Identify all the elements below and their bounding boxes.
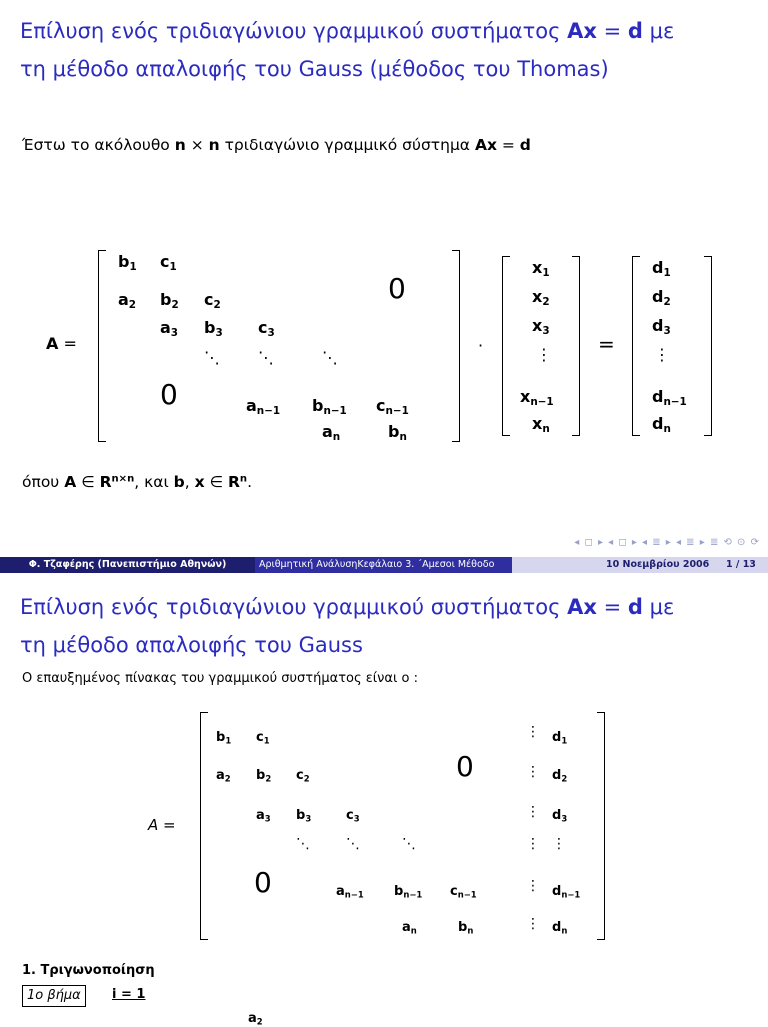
entry-a2: $a_2$ bbox=[118, 290, 137, 312]
d-vdots: ⋮ bbox=[654, 345, 670, 364]
entry-an-1: $a_{n-1}$ bbox=[246, 396, 281, 418]
entry-d3: $d_3$ bbox=[652, 316, 671, 338]
aug-sep-6: ⋮ bbox=[526, 916, 540, 932]
aug-sep-1: ⋮ bbox=[526, 724, 540, 740]
aug-b3: $b_3$ bbox=[296, 808, 312, 824]
diag-dots-2: ⋱ bbox=[258, 348, 274, 367]
aug-zero-lower: 0 bbox=[254, 866, 272, 899]
aug-diag-dots-3: ⋱ bbox=[402, 836, 416, 852]
footer-course: Αριθμητική ΑνάλυσηΚεφάλαιο 3. ΄Αμεσοι Μέθοδο bbox=[255, 557, 512, 573]
entry-xn-1: $x_{n-1}$ bbox=[520, 387, 554, 409]
entry-dn-1: $d_{n-1}$ bbox=[652, 387, 687, 409]
aug-sep-2: ⋮ bbox=[526, 764, 540, 780]
entry-an: $a_n$ bbox=[322, 422, 341, 444]
slide-2 bbox=[0, 574, 768, 1027]
aug-b2: $b_2$ bbox=[256, 768, 272, 784]
augmented-matrix-label: A = bbox=[148, 816, 176, 834]
entry-a3: $a_3$ bbox=[160, 318, 179, 340]
aug-an-1: $a_{n-1}$ bbox=[336, 884, 364, 900]
slide-2-title: Επίλυση ενός τριδιαγώνιου γραμμικού συστήματος Ax = d με τη μέθοδο απαλοιφής του Gauss bbox=[20, 595, 675, 657]
beamer-navigation-icons[interactable]: ◂ ◻ ▸ ◂ ◻ ▸ ◂ ≣ ▸ ◂ ≣ ▸ ≣ ⟲ ⊙ ⟳ bbox=[574, 537, 760, 548]
vector-d-right-bracket bbox=[704, 256, 712, 436]
slide-1-intro: Έστω το ακόλουθο n × n τριδιαγώνιο γραμμικό σύστημα Ax = d bbox=[22, 136, 531, 154]
entry-b1: $b_1$ bbox=[118, 252, 137, 274]
aug-c3: $c_3$ bbox=[346, 808, 360, 824]
aug-bn-1: $b_{n-1}$ bbox=[394, 884, 423, 900]
aug-d1: $d_1$ bbox=[552, 730, 568, 746]
footer-date: 10 Νοεμβρίου 2006 bbox=[606, 559, 710, 570]
vector-x-right-bracket bbox=[572, 256, 580, 436]
entry-bn: $b_n$ bbox=[388, 422, 407, 444]
step-index: i = 1 bbox=[112, 987, 146, 1002]
aug-sep-5: ⋮ bbox=[526, 878, 540, 894]
entry-x1: $x_1$ bbox=[532, 258, 550, 280]
entry-c1: $c_1$ bbox=[160, 252, 177, 274]
aug-bn: $b_n$ bbox=[458, 920, 474, 936]
slide-footer bbox=[0, 557, 768, 573]
step-heading: 1. Τριγωνοποίηση bbox=[22, 963, 155, 978]
aug-diag-dots-1: ⋱ bbox=[296, 836, 310, 852]
aug-dn-1: $d_{n-1}$ bbox=[552, 884, 581, 900]
aug-d2: $d_2$ bbox=[552, 768, 568, 784]
zero-lower: 0 bbox=[160, 378, 178, 411]
aug-zero-upper: 0 bbox=[456, 750, 474, 783]
aug-c2: $c_2$ bbox=[296, 768, 310, 784]
vector-d-left-bracket bbox=[632, 256, 640, 436]
entry-x3: $x_3$ bbox=[532, 316, 550, 338]
entry-b3: $b_3$ bbox=[204, 318, 223, 340]
product-dot: · bbox=[478, 336, 484, 355]
equals-sign: = bbox=[598, 332, 615, 356]
entry-b2: $b_2$ bbox=[160, 290, 179, 312]
aug-cn-1: $c_{n-1}$ bbox=[450, 884, 477, 900]
aug-d3: $d_3$ bbox=[552, 808, 568, 824]
aug-diag-dots-2: ⋱ bbox=[346, 836, 360, 852]
footer-page-number: 1 / 13 bbox=[726, 559, 756, 570]
zero-upper: 0 bbox=[388, 272, 406, 305]
matrix-label-A: A = bbox=[46, 334, 77, 353]
slide-2-intro: Ο επαυξημένος πίνακας του γραμμικού συστήματος είναι ο : bbox=[22, 671, 418, 686]
augmented-right-bracket bbox=[597, 712, 605, 940]
entry-c2: $c_2$ bbox=[204, 290, 221, 312]
vector-x-left-bracket bbox=[502, 256, 510, 436]
aug-a2: $a_2$ bbox=[216, 768, 231, 784]
aug-d-vdots: ⋮ bbox=[552, 836, 566, 852]
diag-dots-3: ⋱ bbox=[322, 348, 338, 367]
aug-c1: $c_1$ bbox=[256, 730, 270, 746]
entry-c3: $c_3$ bbox=[258, 318, 275, 340]
entry-d2: $d_2$ bbox=[652, 287, 671, 309]
entry-xn: $x_n$ bbox=[532, 414, 550, 436]
entry-x2: $x_2$ bbox=[532, 287, 550, 309]
aug-sep-4: ⋮ bbox=[526, 836, 540, 852]
step-box: 1ο βήμα bbox=[22, 985, 86, 1007]
slide-1-title: Επίλυση ενός τριδιαγώνιου γραμμικού συστήματος Ax = d με τη μέθοδο απαλοιφής του Gauss (μέθοδος του Thomas) bbox=[20, 19, 675, 81]
matrix-A-left-bracket bbox=[98, 250, 106, 442]
matrix-A-right-bracket bbox=[452, 250, 460, 442]
aug-b1: $b_1$ bbox=[216, 730, 232, 746]
footer-author: Φ. Τζαφέρης (Πανεπιστήμιο Αθηνών) bbox=[0, 557, 255, 573]
slide-1-footnote: όπου A ∈ $R^{n\times n}$, και b, x ∈ $R^n$. bbox=[22, 473, 253, 491]
entry-dn: $d_n$ bbox=[652, 414, 671, 436]
aug-a3: $a_3$ bbox=[256, 808, 271, 824]
entry-d1: $d_1$ bbox=[652, 258, 671, 280]
augmented-left-bracket bbox=[200, 712, 208, 940]
aug-sep-3: ⋮ bbox=[526, 804, 540, 820]
aug-dn: $d_n$ bbox=[552, 920, 568, 936]
bottom-fraction-numerator: $a_2$ bbox=[248, 1011, 263, 1027]
entry-bn-1: $b_{n-1}$ bbox=[312, 396, 347, 418]
diag-dots-1: ⋱ bbox=[204, 348, 220, 367]
entry-cn-1: $c_{n-1}$ bbox=[376, 396, 409, 418]
footer-date-page bbox=[512, 557, 768, 573]
x-vdots: ⋮ bbox=[536, 345, 552, 364]
aug-an: $a_n$ bbox=[402, 920, 417, 936]
